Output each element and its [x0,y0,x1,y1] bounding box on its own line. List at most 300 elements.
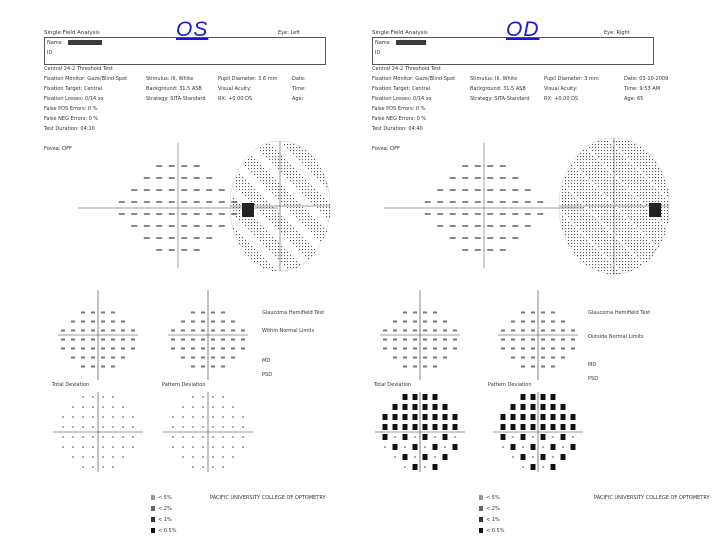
od-total-dev-plot-sym-47 [443,454,448,460]
od-total-dev-plot-sym-39 [433,444,438,450]
os-total-dev-values-value-19 [71,339,75,341]
os-pattern-dev-values-value-12 [191,330,195,332]
od-total-dev-plot-sym-31 [434,436,436,438]
os-greyscale-blind-spot [242,203,254,217]
fovea: Fovea: OFF [372,146,400,152]
od-total-dev-values-value-37 [423,357,427,359]
od-total-dev-plot-sym-30 [423,434,428,440]
os-total-dev-values-value-28 [81,348,85,350]
os-total-dev-values-value-32 [121,348,125,350]
od-pattern-dev-plot-sym-14 [541,414,546,420]
od-pattern-dev-values-value-32 [561,348,565,350]
os-total-dev-values-value-38 [111,357,115,359]
od-total-dev-plot-sym-20 [403,424,408,430]
od-total-dev-values-value-30 [423,348,427,350]
os-total-dev-values-value-8 [111,321,115,323]
od-pattern-dev-plot-sym-29 [532,436,534,438]
os-pattern-dev-plot-sym-19 [182,426,184,428]
os-pattern-dev-values-value-21 [201,339,205,341]
od-threshold-pt-36 [525,213,531,215]
os-pattern-dev-plot-sym-24 [232,426,234,428]
fixation-losses: Fixation Losses: 0/14 xx [44,96,104,102]
os-total-dev-values-value-33 [131,348,135,350]
os-pattern-dev-plot-sym-50 [212,466,214,468]
od-total-dev-plot-sym-4 [393,404,398,410]
od-pattern-dev-plot-sym-8 [551,404,556,410]
os-threshold-pt-54 [181,249,187,251]
od-pattern-dev-values-value-35 [521,357,525,359]
od-total-dev-values-value-15 [433,330,437,332]
os-pattern-dev-values-value-22 [211,339,215,341]
os-threshold-pt-7 [181,177,187,179]
report-title: Single Field Analysis [44,30,100,36]
od-total-dev-plot-sym-2 [423,394,428,400]
od-total-dev-values-value-7 [423,321,427,323]
od-total-dev-plot-sym-17 [453,414,458,420]
od-threshold-pt-17 [525,189,531,191]
printout-right-od [362,0,720,540]
od-pattern-dev-plot-sym-27 [512,436,514,438]
institution: PACIFIC UNIVERSITY COLLEGE OF OPTOMETRY [210,495,326,501]
os-threshold-pt-21 [156,201,162,203]
od-total-dev-plot-sym-6 [413,404,418,410]
od-total-dev-plot-sym-10 [383,414,388,420]
os-pattern-dev-values-value-39 [231,357,235,359]
strategy: Strategy: SITA-Standard [470,96,530,102]
od-pattern-dev-plot-sym-40 [562,446,564,448]
os-total-dev-values-value-20 [81,339,85,341]
os-pattern-dev-values-value-4 [181,321,185,323]
od-total-dev-values-value-39 [443,357,447,359]
os-threshold-pt-35 [206,213,212,215]
os-pattern-dev-values-value-11 [181,330,185,332]
os-pattern-dev-plot-sym-48 [192,466,194,468]
od-threshold-pt-25 [512,201,518,203]
os-pattern-dev-plot-sym-49 [202,466,204,468]
os-threshold-pt-41 [169,225,175,227]
os-pattern-dev-values-value-7 [211,321,215,323]
od-total-dev-plot-sym-21 [413,424,418,430]
os-threshold-pt-5 [156,177,162,179]
od-total-dev-plot-sym-15 [433,414,438,420]
os-pattern-dev-plot-sym-14 [212,416,214,418]
od-pattern-dev-plot-sym-16 [561,414,566,420]
os-pattern-dev-values-value-10 [171,330,175,332]
os-pattern-dev-plot-sym-43 [192,456,194,458]
os-pattern-dev-values-value-26 [171,348,175,350]
od-total-dev-plot-sym-42 [394,456,396,458]
od-pattern-dev-values-value-43 [551,366,555,368]
od-total-dev-plot-sym-16 [443,414,448,420]
od-total-dev-plot-sym-18 [383,424,388,430]
od-pattern-dev-plot-sym-11 [511,414,516,420]
od-pattern-dev-plot-sym-9 [561,404,566,410]
od-pattern-dev-plot-sym-36 [522,446,524,448]
od-pattern-dev-plot-sym-42 [512,456,514,458]
os-pattern-dev-values-value-5 [191,321,195,323]
od-threshold-pt-55 [500,249,506,251]
strategy: Strategy: SITA-Standard [146,96,206,102]
os-total-dev-plot-sym-13 [92,416,94,418]
od-threshold-pt-45 [525,225,531,227]
od-threshold-pt-26 [525,201,531,203]
os-total-dev-values-value-18 [61,339,65,341]
od-pattern-dev-plot-sym-12 [521,414,526,420]
os-pattern-dev-plot-sym-32 [232,436,234,438]
eye-field: Eye: Left [278,30,300,36]
od-total-dev-values-value-10 [383,330,387,332]
test-duration: Test Duration: 04:10 [44,126,95,132]
os-total-dev-plot-sym-37 [92,446,94,448]
md-label: MD [588,362,597,368]
od-threshold-pt-39 [450,225,456,227]
os-threshold-pt-10 [131,189,137,191]
od-total-dev-values-value-9 [443,321,447,323]
os-pattern-dev-plot-sym-0 [192,396,194,398]
os-total-dev-plot-sym-18 [62,426,64,428]
os-threshold-pt-55 [194,249,200,251]
od-total-dev-plot-sym-19 [393,424,398,430]
os-total-dev-plot-sym-50 [102,466,104,468]
false-neg: False NEG Errors: 0 % [44,116,99,122]
od-threshold-pt-3 [500,165,506,167]
os-pattern-dev-plot-sym-35 [182,446,184,448]
od-total-dev-values-value-25 [453,339,457,341]
os-pattern-dev-values-value-20 [191,339,195,341]
os-pattern-dev-values-value-38 [221,357,225,359]
test-name: Central 24-2 Threshold Test [44,66,113,72]
os-threshold-pt-1 [169,165,175,167]
os-pattern-dev-plot-sym-27 [182,436,184,438]
legend-05: < 0.5% [486,528,505,534]
os-total-dev-plot-sym-3 [112,396,114,398]
od-total-dev-plot-sym-29 [414,436,416,438]
od-threshold-pt-41 [475,225,481,227]
od-total-dev-values-value-31 [433,348,437,350]
od-threshold-pt-12 [462,189,468,191]
od-threshold-pt-7 [487,177,493,179]
os-pattern-dev-values-value-33 [241,348,245,350]
od-pattern-dev-plot-sym-33 [572,436,574,438]
od-pattern-dev-values-value-5 [521,321,525,323]
os-pattern-dev-plot-sym-18 [172,426,174,428]
od-threshold-pt-35 [512,213,518,215]
od-pattern-dev-values-value-39 [561,357,565,359]
od-pattern-dev-plot-sym-50 [542,466,544,468]
os-total-dev-plot-sym-51 [112,466,114,468]
od-total-dev-values-value-26 [383,348,387,350]
od-total-dev-plot-sym-48 [404,466,406,468]
od-pattern-dev-values-value-17 [571,330,575,332]
name-label: Name [47,40,62,46]
od-total-dev-values-value-17 [453,330,457,332]
od-pattern-dev-values-value-9 [561,321,565,323]
od-pattern-dev-plot-sym-31 [552,436,554,438]
os-pattern-dev-values-value-31 [221,348,225,350]
os-legend-symbol-3 [151,528,155,533]
od-legend-symbol-0 [479,495,483,500]
os-total-dev-plot-sym-8 [112,406,114,408]
legend-1: < 1% [486,517,500,523]
os-pattern-dev-plot-sym-36 [192,446,194,448]
od-total-dev-values-value-14 [423,330,427,332]
os-pattern-dev-plot-sym-28 [192,436,194,438]
os-total-dev-plot-sym-4 [72,406,74,408]
os-pattern-dev-plot-sym-23 [222,426,224,428]
od-total-dev-plot-sym-51 [433,464,438,470]
os-pattern-dev-plot-sym-45 [212,456,214,458]
od-total-dev-values-value-19 [393,339,397,341]
od-total-dev-plot-sym-38 [424,446,426,448]
os-pattern-dev-values-value-30 [211,348,215,350]
od-threshold-pt-38 [437,225,443,227]
od-total-dev-values-value-41 [413,366,417,368]
os-total-dev-plot-sym-24 [122,426,124,428]
total-deviation-label: Total Deviation [52,382,90,388]
os-total-dev-values-value-16 [121,330,125,332]
od-pattern-dev-values-value-26 [501,348,505,350]
os-threshold-pt-33 [181,213,187,215]
od-pattern-dev-plot-sym-49 [531,464,536,470]
od-pattern-dev-values-value-3 [551,312,555,314]
od-pattern-dev-plot-sym-7 [541,404,546,410]
os-threshold-pt-46 [144,237,150,239]
ght-result: Outside Normal Limits [588,334,644,340]
os-pattern-dev-values-value-41 [201,366,205,368]
od-total-dev-values-value-32 [443,348,447,350]
os-pattern-dev-values-value-14 [211,330,215,332]
od-total-dev-plot-sym-24 [443,424,448,430]
os-threshold-pt-18 [119,201,125,203]
od-pattern-dev-plot-sym-41 [571,444,576,450]
os-threshold-pt-34 [194,213,200,215]
od-pattern-dev-plot-sym-39 [551,444,556,450]
od-pattern-dev-values-value-15 [551,330,555,332]
od-threshold-pt-4 [450,177,456,179]
os-pattern-dev-plot-sym-10 [172,416,174,418]
od-pattern-dev-plot-sym-37 [531,444,536,450]
pattern-deviation-label: Pattern Deviation [162,382,206,388]
od-threshold-pt-18 [425,201,431,203]
false-neg: False NEG Errors: 0 % [372,116,427,122]
od-total-dev-values-value-1 [413,312,417,314]
od-pattern-dev-values-value-28 [521,348,525,350]
os-total-dev-plot-sym-46 [112,456,114,458]
os-total-dev-plot-sym-17 [132,416,134,418]
os-pattern-dev-values-value-17 [241,330,245,332]
legend-1: < 1% [158,517,172,523]
false-pos: False POS Errors: 0 % [372,106,426,112]
od-total-dev-values-value-35 [403,357,407,359]
os-total-dev-plot-sym-27 [72,436,74,438]
os-total-dev-plot-sym-34 [62,446,64,448]
od-threshold-pt-31 [462,213,468,215]
os-pattern-dev-plot-sym-13 [202,416,204,418]
od-total-dev-values-value-0 [403,312,407,314]
os-total-dev-plot-sym-35 [72,446,74,448]
od-threshold-pt-27 [537,201,543,203]
os-threshold-pt-22 [169,201,175,203]
od-total-dev-values-value-5 [403,321,407,323]
od-total-dev-values-value-8 [433,321,437,323]
od-pattern-dev-values-value-2 [541,312,545,314]
pupil: Pupil Diameter: 3 mm [544,76,599,82]
od-pattern-dev-values-value-16 [561,330,565,332]
od-threshold-pt-43 [500,225,506,227]
time: Time: [292,86,306,92]
os-threshold-pt-16 [206,189,212,191]
fixation-target: Fixation Target: Central [44,86,103,92]
od-pattern-dev-plot-sym-26 [501,434,506,440]
os-legend-symbol-1 [151,506,155,511]
od-threshold-pt-48 [475,237,481,239]
od-pattern-dev-plot-sym-21 [531,424,536,430]
os-total-dev-values-value-27 [71,348,75,350]
os-total-dev-plot-sym-49 [92,466,94,468]
os-total-dev-plot-sym-26 [62,436,64,438]
os-pattern-dev-plot-sym-39 [222,446,224,448]
fovea: Fovea: OFF [44,146,72,152]
os-threshold-pt-25 [206,201,212,203]
os-total-dev-values-value-1 [91,312,95,314]
od-pattern-dev-values-value-41 [531,366,535,368]
od-pattern-dev-values-value-42 [541,366,545,368]
legend-05: < 0.5% [158,528,177,534]
os-total-dev-plot-sym-5 [82,406,84,408]
age: Age: 65 [624,96,644,102]
od-threshold-pt-13 [475,189,481,191]
os-greyscale [230,141,330,271]
os-total-dev-plot-sym-28 [82,436,84,438]
os-pattern-dev-plot-sym-46 [222,456,224,458]
os-threshold-pt-17 [219,189,225,191]
od-pattern-dev-values-value-13 [531,330,535,332]
os-pattern-dev-plot-sym-41 [242,446,244,448]
od-pattern-dev-values-value-12 [521,330,525,332]
os-total-dev-values-value-39 [121,357,125,359]
od-threshold-pt-53 [475,249,481,251]
od-pattern-dev-values-value-8 [551,321,555,323]
os-total-dev-plot-sym-48 [82,466,84,468]
os-total-dev-plot-sym-36 [82,446,84,448]
od-total-dev-plot-sym-33 [454,436,456,438]
od-total-dev-plot-sym-28 [403,434,408,440]
od-total-dev-plot-sym-37 [413,444,418,450]
od-pattern-dev-values-value-21 [531,339,535,341]
od-pattern-dev-plot-sym-13 [531,414,536,420]
od-total-dev-plot-sym-26 [383,434,388,440]
od-threshold-pt-1 [475,165,481,167]
od-pattern-dev-plot-sym-45 [541,454,546,460]
od-pattern-dev-plot-sym-32 [561,434,566,440]
od-pattern-dev-plot-sym-3 [551,394,556,400]
os-threshold-pt-15 [194,189,200,191]
od-total-dev-values-value-22 [423,339,427,341]
background: Background: 31.5 ASB [146,86,202,92]
os-total-dev-values-value-43 [111,366,115,368]
os-pattern-dev-plot-sym-11 [182,416,184,418]
od-threshold-pt-37 [537,213,543,215]
os-total-dev-values-value-23 [111,339,115,341]
od-pattern-dev-values-value-4 [511,321,515,323]
os-pattern-dev-values-value-29 [201,348,205,350]
od-pattern-dev-values-value-31 [551,348,555,350]
os-total-dev-values-value-14 [101,330,105,332]
os-pattern-dev-plot-sym-42 [182,456,184,458]
eye-field: Eye: Right [604,30,630,36]
od-total-dev-plot-sym-1 [413,394,418,400]
test-duration: Test Duration: 04:40 [372,126,423,132]
od-total-dev-values-value-34 [393,357,397,359]
os-total-dev-values-value-22 [101,339,105,341]
os-threshold-pt-8 [194,177,200,179]
od-pattern-dev-plot-sym-34 [502,446,504,448]
od-pattern-dev-plot-sym-17 [571,414,576,420]
os-total-dev-plot-sym-7 [102,406,104,408]
os-total-dev-plot-sym-44 [92,456,94,458]
os-total-dev-plot-sym-41 [132,446,134,448]
od-threshold-pt-22 [475,201,481,203]
os-pattern-dev-values-value-34 [181,357,185,359]
os-pattern-dev-plot-sym-44 [202,456,204,458]
od-pattern-dev-plot-sym-6 [531,404,536,410]
od-threshold-pt-47 [462,237,468,239]
os-pattern-dev-plot-sym-3 [222,396,224,398]
os-threshold-pt-31 [156,213,162,215]
os-total-dev-plot-sym-2 [102,396,104,398]
os-pattern-dev-plot-sym-7 [212,406,214,408]
od-total-dev-plot-sym-25 [453,424,458,430]
os-total-dev-values-value-21 [91,339,95,341]
od-threshold-pt-19 [437,201,443,203]
od-total-dev-plot-sym-9 [443,404,448,410]
os-total-dev-plot-sym-25 [132,426,134,428]
os-pattern-dev-values-value-0 [191,312,195,314]
od-total-dev-plot-sym-50 [424,466,426,468]
os-pattern-dev-values-value-16 [231,330,235,332]
os-total-dev-plot-sym-15 [112,416,114,418]
os-pattern-dev-plot-sym-20 [192,426,194,428]
od-threshold-pt-52 [462,249,468,251]
background: Background: 31.5 ASB [470,86,526,92]
os-total-dev-plot-sym-0 [82,396,84,398]
os-pattern-dev-plot-sym-47 [232,456,234,458]
od-pattern-dev-values-value-40 [521,366,525,368]
od-total-dev-values-value-27 [393,348,397,350]
os-legend-symbol-2 [151,517,155,522]
os-total-dev-values-value-7 [101,321,105,323]
os-total-dev-plot-sym-23 [112,426,114,428]
od-total-dev-values-value-4 [393,321,397,323]
od-total-dev-plot-sym-5 [403,404,408,410]
od-pattern-dev-values-value-19 [511,339,515,341]
stimulus: Stimulus: III, White [146,76,194,82]
od-pattern-dev-values-value-36 [531,357,535,359]
time: Time: 9:53 AM [624,86,661,92]
os-threshold-pt-30 [144,213,150,215]
od-pattern-dev-plot-sym-51 [551,464,556,470]
od-pattern-dev-values-value-38 [551,357,555,359]
od-total-dev-values-value-18 [383,339,387,341]
od-pattern-dev-plot-sym-30 [541,434,546,440]
os-threshold-pt-6 [169,177,175,179]
legend-2: < 2% [486,506,500,512]
os-total-dev-values-value-24 [121,339,125,341]
os-pattern-dev-plot-sym-40 [232,446,234,448]
os-threshold-pt-53 [169,249,175,251]
os-total-dev-plot-sym-22 [102,426,104,428]
acuity: Visual Acuity: [218,86,252,92]
